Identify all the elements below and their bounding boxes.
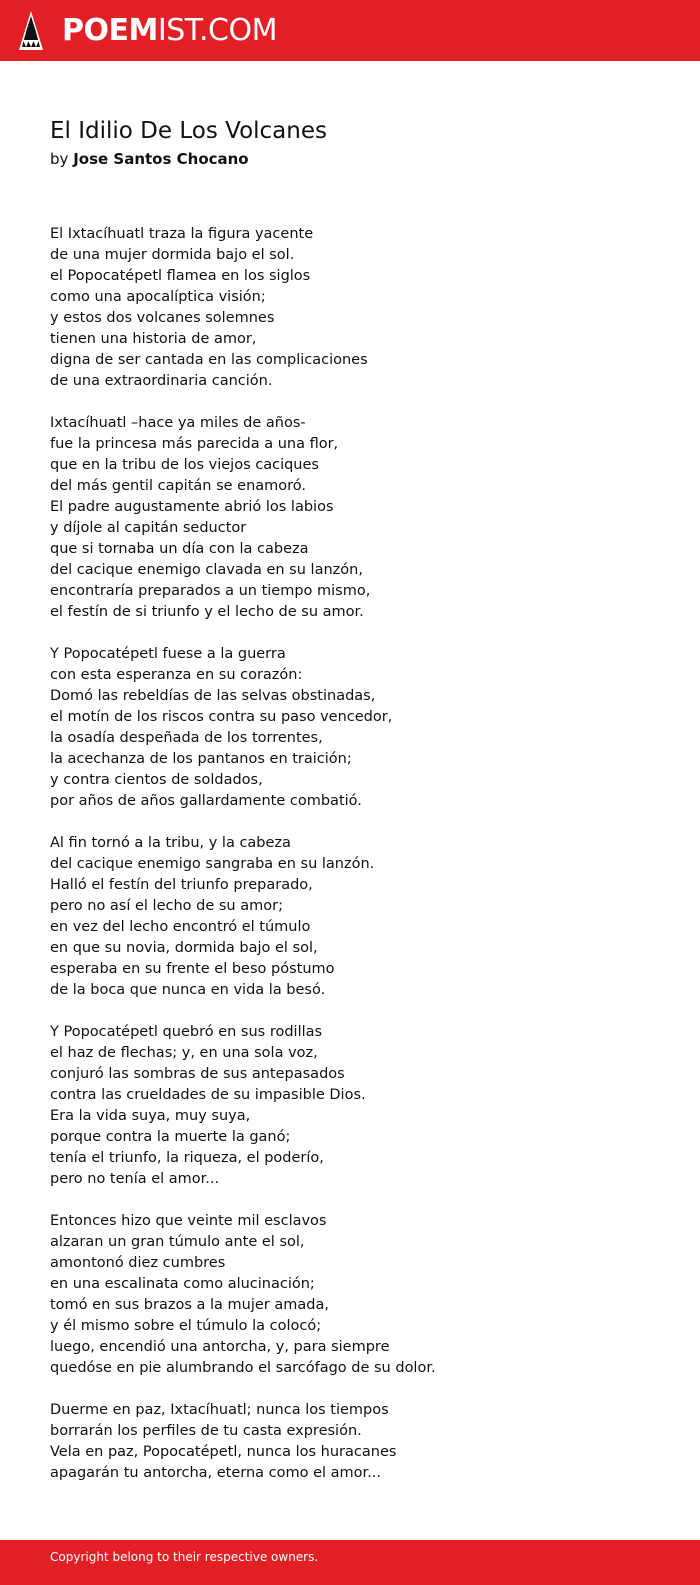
poem-line: y estos dos volcanes solemnes bbox=[50, 310, 275, 326]
poem-line: que en la tribu de los viejos caciques bbox=[50, 457, 319, 473]
poem-line: Y Popocatépetl quebró en sus rodillas bbox=[50, 1024, 323, 1040]
poem-line: por años de años gallardamente combatió. bbox=[50, 793, 362, 809]
poem-line: fue la princesa más parecida a una flor, bbox=[50, 436, 339, 452]
logo-text-light: IST.COM bbox=[157, 13, 277, 48]
poem-line: y díjole al capitán seductor bbox=[50, 520, 247, 536]
logo-text-bold: POEM bbox=[62, 13, 158, 48]
byline bbox=[50, 148, 650, 170]
poem-line: de la boca que nunca en vida la besó. bbox=[50, 982, 326, 998]
poem-line: pero no así el lecho de su amor; bbox=[50, 898, 283, 914]
stanza bbox=[50, 224, 650, 392]
poem-line: y él mismo sobre el túmulo la colocó; bbox=[50, 1318, 322, 1334]
stanza bbox=[50, 644, 650, 812]
poem-line: porque contra la muerte la ganó; bbox=[50, 1129, 291, 1145]
poem-line: digna de ser cantada en las complicaciones bbox=[50, 352, 368, 368]
poem-line: pero no tenía el amor... bbox=[50, 1171, 220, 1187]
logo-text bbox=[62, 10, 277, 52]
poem-line: la acechanza de los pantanos en traición; bbox=[50, 751, 352, 767]
poem-line: y contra cientos de soldados, bbox=[50, 772, 263, 788]
poem-line: Ixtacíhuatl –hace ya miles de años- bbox=[50, 415, 306, 431]
pencil-icon bbox=[18, 10, 44, 52]
poem-body bbox=[50, 224, 650, 1484]
poem-line: borrarán los perfiles de tu casta expresión. bbox=[50, 1423, 362, 1439]
poem-line: de una extraordinaria canción. bbox=[50, 373, 273, 389]
poem-line: apagarán tu antorcha, eterna como el amor... bbox=[50, 1465, 382, 1481]
poem-line: El padre augustamente abrió los labios bbox=[50, 499, 334, 515]
poem-line: en que su novia, dormida bajo el sol, bbox=[50, 940, 318, 956]
stanza bbox=[50, 1022, 650, 1190]
poem-line: del cacique enemigo sangraba en su lanzón. bbox=[50, 856, 375, 872]
stanza bbox=[50, 1400, 650, 1484]
poem-line: contra las crueldades de su impasible Dios. bbox=[50, 1087, 366, 1103]
poem-line: Entonces hizo que veinte mil esclavos bbox=[50, 1213, 327, 1229]
stanza bbox=[50, 413, 650, 623]
poem-title: El Idilio De Los Volcanes bbox=[50, 118, 327, 144]
poem-line: en vez del lecho encontró el túmulo bbox=[50, 919, 311, 935]
poem-line: Domó las rebeldías de las selvas obstinadas, bbox=[50, 688, 376, 704]
poem-line: que si tornaba un día con la cabeza bbox=[50, 541, 309, 557]
poem-line: como una apocalíptica visión; bbox=[50, 289, 266, 305]
poem-line: quedóse en pie alumbrando el sarcófago de su dolor. bbox=[50, 1360, 436, 1376]
stanza bbox=[50, 833, 650, 1001]
poem-line: la osadía despeñada de los torrentes, bbox=[50, 730, 323, 746]
site-header bbox=[0, 0, 700, 61]
poem-line: el Popocatépetl flamea en los siglos bbox=[50, 268, 311, 284]
poem-line: amontonó diez cumbres bbox=[50, 1255, 226, 1271]
poem-line: encontraría preparados a un tiempo mismo, bbox=[50, 583, 371, 599]
poem-line: del cacique enemigo clavada en su lanzón, bbox=[50, 562, 363, 578]
stanza bbox=[50, 1211, 650, 1379]
byline-prefix: by bbox=[50, 150, 69, 168]
author-name[interactable]: Jose Santos Chocano bbox=[73, 150, 249, 168]
poem-line: en una escalinata como alucinación; bbox=[50, 1276, 315, 1292]
poem-line: Era la vida suya, muy suya, bbox=[50, 1108, 251, 1124]
poem-line: el motín de los riscos contra su paso vencedor, bbox=[50, 709, 393, 725]
poem-line: Halló el festín del triunfo preparado, bbox=[50, 877, 313, 893]
poem-line: el haz de flechas; y, en una sola voz, bbox=[50, 1045, 318, 1061]
poem-line: el festín de si triunfo y el lecho de su amor. bbox=[50, 604, 364, 620]
poem-line: esperaba en su frente el beso póstumo bbox=[50, 961, 335, 977]
poem-line: Al fin tornó a la tribu, y la cabeza bbox=[50, 835, 291, 851]
poem-line: de una mujer dormida bajo el sol. bbox=[50, 247, 295, 263]
copyright-text: Copyright belong to their respective owners. bbox=[50, 1550, 319, 1564]
poem-line: con esta esperanza en su corazón: bbox=[50, 667, 303, 683]
poem-line: tienen una historia de amor, bbox=[50, 331, 257, 347]
poem-line: luego, encendió una antorcha, y, para siempre bbox=[50, 1339, 390, 1355]
poem-line: Duerme en paz, Ixtacíhuatl; nunca los tiempos bbox=[50, 1402, 389, 1418]
poem-line: tomó en sus brazos a la mujer amada, bbox=[50, 1297, 329, 1313]
poem-line: El Ixtacíhuatl traza la figura yacente bbox=[50, 226, 314, 242]
poem-line: Y Popocatépetl fuese a la guerra bbox=[50, 646, 286, 662]
site-footer bbox=[0, 1540, 700, 1585]
poem-line: del más gentil capitán se enamoró. bbox=[50, 478, 307, 494]
site-logo[interactable] bbox=[18, 10, 277, 52]
poem-line: alzaran un gran túmulo ante el sol, bbox=[50, 1234, 305, 1250]
poem-line: Vela en paz, Popocatépetl, nunca los huracanes bbox=[50, 1444, 397, 1460]
poem-line: tenía el triunfo, la riqueza, el poderío, bbox=[50, 1150, 324, 1166]
poem-line: conjuró las sombras de sus antepasados bbox=[50, 1066, 345, 1082]
poem-content bbox=[50, 116, 650, 1505]
